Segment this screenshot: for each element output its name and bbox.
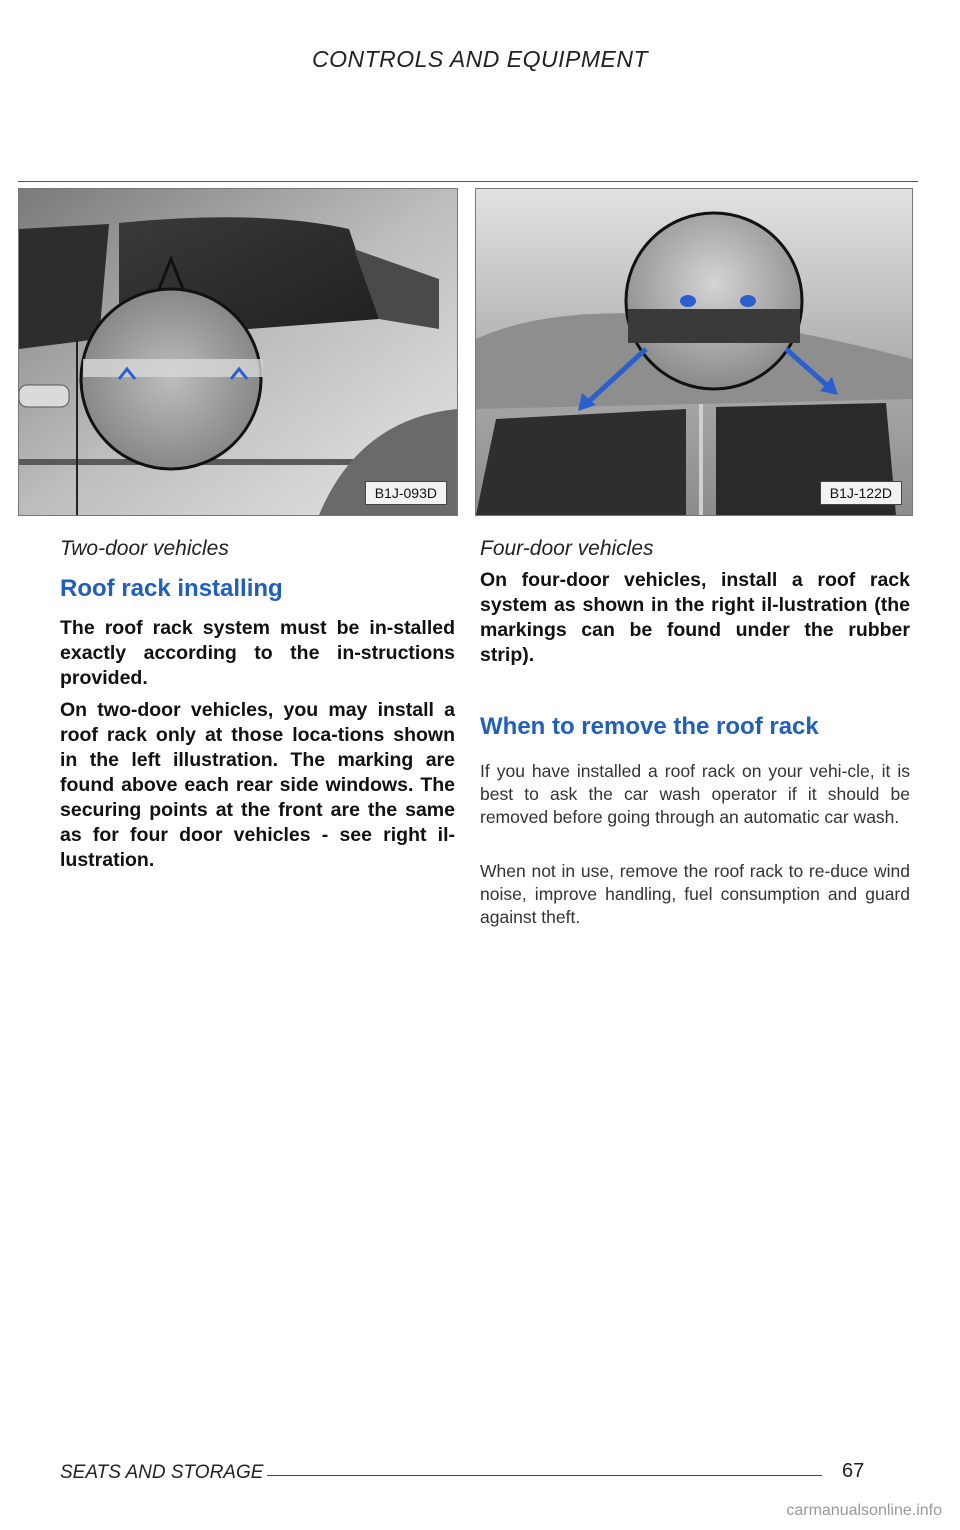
heading-roof-rack-installing: Roof rack installing <box>60 575 283 602</box>
four-door-installation-text: On four-door vehicles, install a roof rack system as shown in the right il-lustration (the markings can be found under the rubber strip). <box>480 569 910 666</box>
figure-ref-code: B1J-093D <box>365 481 447 505</box>
car-wash-text: If you have installed a roof rack on your vehi-cle, it is best to ask the car wash operator if it should be removed before going through an automatic car wash. <box>480 761 910 827</box>
footer-divider <box>267 1475 822 1476</box>
header-divider <box>18 181 918 182</box>
figure-four-door <box>475 188 913 516</box>
heading-when-to-remove: When to remove the roof rack <box>480 713 819 740</box>
two-door-installation-text: On two-door vehicles, you may install a roof rack only at those loca-tions shown in the left illustration. The marking are found above each rear side windows. The securing points at the front are the same as for four door vehicles - see right il-lustration. <box>60 699 455 871</box>
figure-two-door <box>18 188 458 516</box>
footer-chapter: SEATS AND STORAGE <box>60 1462 264 1483</box>
remove-when-unused-text: When not in use, remove the roof rack to re-duce wind noise, improve handling, fuel consumption and guard against theft. <box>480 861 910 927</box>
two-door-car-illustration <box>19 189 457 515</box>
section-header: CONTROLS AND EQUIPMENT <box>311 46 648 72</box>
installation-instructions-text: The roof rack system must be in-stalled exactly according to the in-structions provided. <box>60 617 455 689</box>
figure-caption-left: Two-door vehicles <box>60 537 229 560</box>
page-number: 67 <box>842 1460 865 1482</box>
four-door-car-illustration <box>476 189 912 515</box>
figure-caption-right: Four-door vehicles <box>480 537 654 560</box>
watermark-text: carmanualsonline.info <box>786 1502 942 1519</box>
figure-ref-code: B1J-122D <box>820 481 902 505</box>
